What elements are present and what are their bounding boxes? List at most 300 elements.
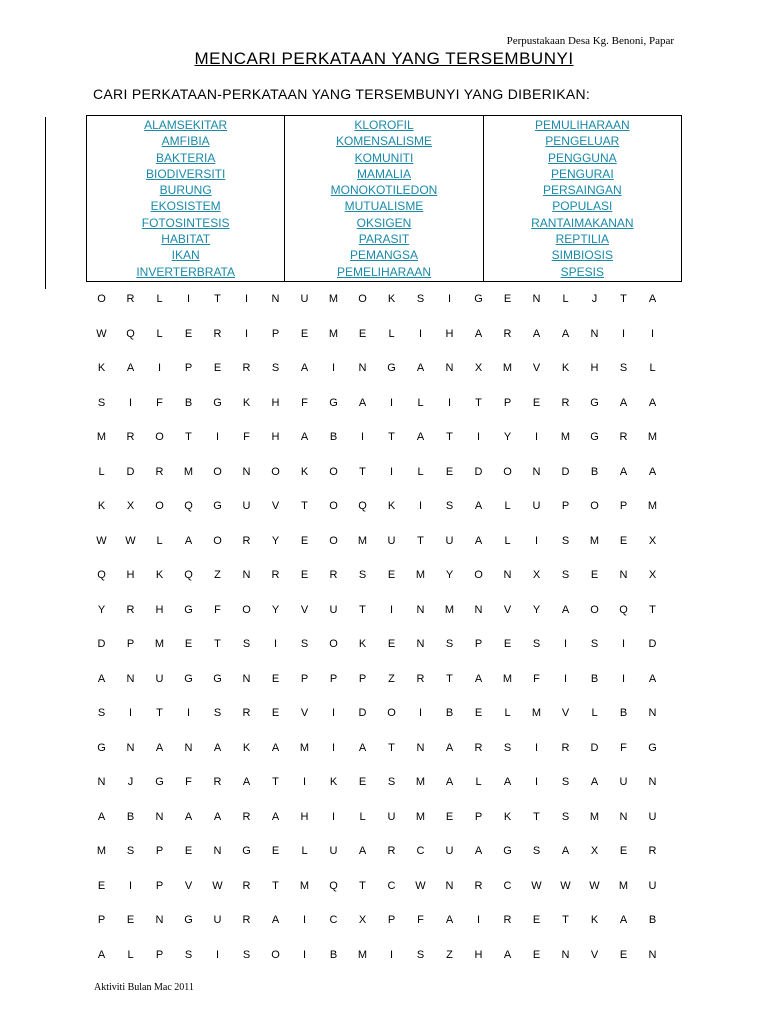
grid-letter: E xyxy=(503,293,512,306)
grid-letter: H xyxy=(155,603,164,616)
grid-letter: G xyxy=(97,741,106,754)
grid-letter: H xyxy=(445,327,454,340)
grid-letter: I xyxy=(389,465,394,478)
grid-letter: N xyxy=(213,845,222,858)
grid-letter: S xyxy=(126,845,135,858)
grid-letter: K xyxy=(590,914,599,927)
grid-letter: G xyxy=(329,396,338,409)
grid-letter: E xyxy=(445,810,454,823)
instruction-text: CARI PERKATAAN-PERKATAAN YANG TERSEMBUNYI YANG DIBERIKAN: xyxy=(93,86,591,102)
grid-letter: N xyxy=(590,327,599,340)
grid-letter: O xyxy=(213,534,222,547)
grid-row xyxy=(87,558,667,593)
grid-row xyxy=(87,386,667,421)
word-list-item xyxy=(285,264,482,280)
word-link[interactable]: ALAMSEKITAR xyxy=(144,118,228,132)
word-link[interactable]: BIODIVERSITI xyxy=(145,166,226,181)
grid-letter: M xyxy=(444,603,455,616)
grid-letter: L xyxy=(98,465,105,478)
word-list-item xyxy=(87,133,284,149)
grid-letter: A xyxy=(213,810,222,823)
grid-letter: E xyxy=(271,707,280,720)
grid-row xyxy=(87,938,667,973)
grid-letter: E xyxy=(126,914,135,927)
grid-letter: I xyxy=(302,914,307,927)
grid-letter: A xyxy=(474,327,483,340)
grid-letter: A xyxy=(619,465,628,478)
grid-letter: A xyxy=(561,603,570,616)
grid-letter: F xyxy=(185,776,192,789)
grid-letter: U xyxy=(648,810,657,823)
grid-letter: T xyxy=(562,914,569,927)
grid-letter: I xyxy=(534,431,539,444)
grid-letter: I xyxy=(476,914,481,927)
grid-row xyxy=(87,903,667,938)
word-list-item xyxy=(87,150,284,166)
grid-letter: U xyxy=(445,534,454,547)
word-link[interactable]: MAMALIA xyxy=(356,166,411,181)
grid-letter: P xyxy=(126,638,135,651)
grid-row xyxy=(87,765,667,800)
word-list-item xyxy=(484,182,681,198)
grid-letter: G xyxy=(213,396,222,409)
grid-letter: Q xyxy=(184,569,193,582)
word-link[interactable]: PARASIT xyxy=(358,232,410,247)
word-link[interactable]: KOMENSALISME xyxy=(335,134,432,149)
grid-letter: S xyxy=(242,948,251,961)
grid-letter: X xyxy=(590,845,599,858)
word-link[interactable]: FOTOSINTESIS xyxy=(141,215,230,230)
grid-letter: S xyxy=(184,948,193,961)
grid-letter: N xyxy=(155,914,164,927)
grid-letter: E xyxy=(358,327,367,340)
grid-letter: I xyxy=(418,500,423,513)
grid-letter: A xyxy=(97,672,106,685)
grid-letter: B xyxy=(329,431,338,444)
grid-letter: H xyxy=(271,396,280,409)
grid-letter: S xyxy=(561,534,570,547)
grid-letter: L xyxy=(388,327,395,340)
grid-letter: T xyxy=(417,534,424,547)
grid-letter: W xyxy=(531,879,542,892)
grid-letter: R xyxy=(271,569,280,582)
grid-letter: M xyxy=(502,672,513,685)
grid-row xyxy=(87,282,667,317)
grid-letter: F xyxy=(620,741,627,754)
grid-letter: A xyxy=(474,500,483,513)
grid-letter: I xyxy=(418,707,423,720)
grid-letter: M xyxy=(357,948,368,961)
grid-letter: N xyxy=(648,776,657,789)
grid-letter: Y xyxy=(445,569,454,582)
grid-letter: R xyxy=(213,327,222,340)
word-list-item xyxy=(87,264,284,280)
grid-letter: I xyxy=(157,362,162,375)
grid-letter: A xyxy=(561,845,570,858)
grid-letter: S xyxy=(561,569,570,582)
grid-letter: N xyxy=(416,638,425,651)
grid-letter: L xyxy=(127,948,134,961)
grid-letter: N xyxy=(561,948,570,961)
grid-letter: I xyxy=(476,431,481,444)
grid-letter: I xyxy=(447,396,452,409)
grid-letter: A xyxy=(271,741,280,754)
grid-letter: W xyxy=(589,879,600,892)
word-column-2 xyxy=(284,116,482,281)
word-link[interactable]: BAKTERIA xyxy=(155,150,216,165)
grid-letter: T xyxy=(214,293,221,306)
grid-letter: A xyxy=(97,810,106,823)
grid-letter: F xyxy=(243,431,250,444)
grid-letter: B xyxy=(590,672,599,685)
grid-letter: N xyxy=(416,603,425,616)
grid-letter: M xyxy=(415,569,426,582)
grid-letter: I xyxy=(244,327,249,340)
grid-letter: M xyxy=(154,638,165,651)
grid-letter: N xyxy=(619,810,628,823)
grid-letter: I xyxy=(621,638,626,651)
grid-letter: E xyxy=(184,327,193,340)
grid-letter: U xyxy=(155,672,164,685)
word-list-item xyxy=(285,215,482,231)
grid-letter: A xyxy=(358,845,367,858)
grid-letter: K xyxy=(387,500,396,513)
grid-letter: V xyxy=(300,707,309,720)
grid-letter: N xyxy=(474,603,483,616)
grid-letter: V xyxy=(590,948,599,961)
word-list-item xyxy=(484,215,681,231)
grid-letter: M xyxy=(531,707,542,720)
grid-letter: M xyxy=(647,431,658,444)
grid-letter: Y xyxy=(97,603,106,616)
grid-letter: M xyxy=(415,776,426,789)
word-link[interactable]: OKSIGEN xyxy=(356,215,412,230)
grid-letter: O xyxy=(387,707,396,720)
grid-letter: E xyxy=(503,638,512,651)
grid-letter: A xyxy=(271,810,280,823)
grid-letter: I xyxy=(302,948,307,961)
grid-letter: E xyxy=(300,534,309,547)
word-list-item xyxy=(285,231,482,247)
grid-letter: K xyxy=(329,776,338,789)
grid-letter: A xyxy=(648,672,657,685)
grid-letter: P xyxy=(184,362,193,375)
grid-letter: S xyxy=(561,810,570,823)
word-link[interactable]: BURUNG xyxy=(159,183,212,198)
grid-letter: A xyxy=(184,810,193,823)
grid-letter: G xyxy=(474,293,483,306)
word-link[interactable]: EKOSISTEM xyxy=(150,199,221,214)
grid-letter: O xyxy=(329,500,338,513)
grid-letter: M xyxy=(328,327,339,340)
grid-letter: S xyxy=(271,362,280,375)
word-list-item xyxy=(484,166,681,182)
grid-letter: I xyxy=(447,293,452,306)
grid-letter: M xyxy=(560,431,571,444)
grid-letter: E xyxy=(532,396,541,409)
grid-letter: V xyxy=(532,362,541,375)
word-link[interactable]: SPESIS xyxy=(560,264,604,279)
grid-row xyxy=(87,317,667,352)
grid-letter: I xyxy=(534,741,539,754)
grid-letter: S xyxy=(445,500,454,513)
grid-row xyxy=(87,869,667,904)
grid-letter: E xyxy=(300,569,309,582)
grid-letter: B xyxy=(126,810,135,823)
word-list-item xyxy=(285,198,482,214)
grid-letter: M xyxy=(618,879,629,892)
grid-letter: S xyxy=(242,638,251,651)
grid-letter: S xyxy=(532,845,541,858)
grid-letter: E xyxy=(184,638,193,651)
grid-letter: N xyxy=(126,672,135,685)
word-link[interactable]: PENGURAI xyxy=(550,166,614,181)
grid-letter: N xyxy=(532,465,541,478)
word-link[interactable]: KOMUNITI xyxy=(354,150,414,165)
grid-letter: P xyxy=(271,327,280,340)
word-list-item xyxy=(484,264,681,280)
grid-letter: B xyxy=(184,396,193,409)
grid-letter: A xyxy=(300,362,309,375)
word-list-item xyxy=(484,133,681,149)
word-link[interactable]: RANTAIMAKANAN xyxy=(531,215,634,230)
grid-letter: K xyxy=(97,500,106,513)
grid-letter: P xyxy=(97,914,106,927)
word-list-item xyxy=(87,231,284,247)
grid-letter: R xyxy=(242,707,251,720)
grid-letter: T xyxy=(214,638,221,651)
grid-letter: O xyxy=(97,293,106,306)
word-link[interactable]: PEMANGSA xyxy=(349,248,418,263)
grid-letter: C xyxy=(329,914,338,927)
grid-letter: A xyxy=(213,741,222,754)
grid-letter: M xyxy=(357,534,368,547)
grid-letter: S xyxy=(503,741,512,754)
grid-letter: L xyxy=(156,327,163,340)
grid-letter: G xyxy=(184,914,193,927)
grid-letter: S xyxy=(445,638,454,651)
grid-row xyxy=(87,662,667,697)
word-list-item xyxy=(285,133,482,149)
grid-letter: S xyxy=(561,776,570,789)
grid-letter: S xyxy=(97,396,106,409)
grid-letter: R xyxy=(329,569,338,582)
grid-letter: N xyxy=(126,741,135,754)
grid-letter: L xyxy=(156,293,163,306)
word-link[interactable]: INVERTERBRATA xyxy=(136,264,235,279)
grid-letter: E xyxy=(271,672,280,685)
margin-line xyxy=(45,117,46,289)
grid-letter: A xyxy=(358,741,367,754)
grid-letter: C xyxy=(416,845,425,858)
grid-letter: A xyxy=(619,914,628,927)
grid-letter: I xyxy=(534,534,539,547)
grid-letter: I xyxy=(389,948,394,961)
grid-letter: N xyxy=(503,569,512,582)
word-list-item xyxy=(285,182,482,198)
grid-letter: F xyxy=(214,603,221,616)
word-link[interactable]: PENGELUAR xyxy=(545,134,620,149)
word-link[interactable]: HABITAT xyxy=(161,232,211,247)
grid-letter: A xyxy=(648,396,657,409)
grid-letter: N xyxy=(532,293,541,306)
grid-letter: F xyxy=(156,396,163,409)
grid-letter: R xyxy=(242,362,251,375)
word-list-item xyxy=(285,247,482,263)
word-link[interactable]: POPULASI xyxy=(552,199,613,214)
grid-letter: I xyxy=(563,638,568,651)
word-link[interactable]: KLOROFIL xyxy=(354,118,414,132)
grid-letter: R xyxy=(242,914,251,927)
grid-row xyxy=(87,455,667,490)
grid-letter: O xyxy=(329,534,338,547)
grid-letter: I xyxy=(389,603,394,616)
word-link[interactable]: PERSAINGAN xyxy=(542,183,622,198)
word-link[interactable]: PENGGUNA xyxy=(547,150,617,165)
grid-letter: M xyxy=(415,810,426,823)
grid-letter: K xyxy=(242,396,251,409)
grid-letter: F xyxy=(417,914,424,927)
grid-letter: P xyxy=(358,672,367,685)
grid-letter: K xyxy=(155,569,164,582)
grid-letter: R xyxy=(561,741,570,754)
grid-letter: M xyxy=(589,534,600,547)
grid-letter: G xyxy=(648,741,657,754)
word-list-item xyxy=(484,198,681,214)
grid-letter: T xyxy=(649,603,656,616)
grid-letter: Q xyxy=(126,327,135,340)
grid-letter: E xyxy=(97,879,106,892)
grid-letter: A xyxy=(97,948,106,961)
grid-row xyxy=(87,489,667,524)
grid-letter: R xyxy=(242,810,251,823)
word-link[interactable]: MUTUALISME xyxy=(344,199,424,214)
word-link[interactable]: SIMBIOSIS xyxy=(551,248,613,263)
grid-letter: M xyxy=(647,500,658,513)
grid-letter: X xyxy=(532,569,541,582)
grid-letter: W xyxy=(212,879,223,892)
grid-letter: U xyxy=(242,500,251,513)
grid-letter: T xyxy=(446,672,453,685)
word-list-table xyxy=(86,115,682,282)
grid-letter: I xyxy=(128,879,133,892)
grid-letter: O xyxy=(329,638,338,651)
grid-letter: N xyxy=(242,465,251,478)
grid-letter: S xyxy=(387,776,396,789)
grid-letter: B xyxy=(619,707,628,720)
grid-letter: R xyxy=(213,776,222,789)
grid-letter: A xyxy=(648,465,657,478)
grid-letter: O xyxy=(474,569,483,582)
word-link[interactable]: MONOKOTILEDON xyxy=(330,183,438,198)
grid-letter: N xyxy=(271,293,280,306)
grid-letter: L xyxy=(301,845,308,858)
word-list-item xyxy=(87,182,284,198)
grid-letter: E xyxy=(358,776,367,789)
grid-letter: V xyxy=(503,603,512,616)
grid-letter: G xyxy=(503,845,512,858)
grid-letter: D xyxy=(97,638,106,651)
word-link[interactable]: PEMULIHARAAN xyxy=(534,118,630,132)
grid-letter: I xyxy=(331,810,336,823)
grid-letter: T xyxy=(301,500,308,513)
grid-letter: L xyxy=(417,396,424,409)
grid-letter: X xyxy=(648,534,657,547)
grid-letter: G xyxy=(590,431,599,444)
word-link[interactable]: PEMELIHARAAN xyxy=(336,264,431,279)
grid-letter: T xyxy=(533,810,540,823)
grid-letter: K xyxy=(358,638,367,651)
grid-letter: M xyxy=(299,741,310,754)
grid-letter: A xyxy=(126,362,135,375)
grid-row xyxy=(87,420,667,455)
grid-letter: P xyxy=(387,914,396,927)
grid-letter: R xyxy=(126,603,135,616)
grid-letter: P xyxy=(155,879,164,892)
grid-letter: A xyxy=(300,431,309,444)
grid-letter: S xyxy=(213,707,222,720)
grid-letter: M xyxy=(589,810,600,823)
grid-letter: G xyxy=(590,396,599,409)
grid-letter: D xyxy=(561,465,570,478)
grid-letter: A xyxy=(503,776,512,789)
grid-letter: P xyxy=(561,500,570,513)
word-column-3 xyxy=(483,116,681,281)
grid-letter: N xyxy=(242,672,251,685)
grid-letter: U xyxy=(329,845,338,858)
grid-letter: N xyxy=(619,569,628,582)
grid-letter: I xyxy=(215,948,220,961)
grid-letter: A xyxy=(619,396,628,409)
grid-letter: G xyxy=(155,776,164,789)
grid-letter: D xyxy=(648,638,657,651)
grid-letter: Q xyxy=(619,603,628,616)
word-list-item xyxy=(285,166,482,182)
grid-letter: W xyxy=(96,327,107,340)
grid-letter: O xyxy=(503,465,512,478)
grid-letter: H xyxy=(126,569,135,582)
grid-letter: O xyxy=(155,431,164,444)
grid-letter: X xyxy=(126,500,135,513)
grid-letter: N xyxy=(648,707,657,720)
grid-letter: I xyxy=(244,293,249,306)
grid-letter: F xyxy=(301,396,308,409)
grid-letter: K xyxy=(97,362,106,375)
word-link[interactable]: REPTILIA xyxy=(555,232,609,247)
grid-letter: R xyxy=(619,431,628,444)
grid-letter: F xyxy=(533,672,540,685)
grid-letter: E xyxy=(445,465,454,478)
word-list-item xyxy=(484,117,681,133)
word-list-item xyxy=(87,247,284,263)
grid-letter: O xyxy=(155,500,164,513)
grid-letter: G xyxy=(213,672,222,685)
grid-letter: A xyxy=(474,534,483,547)
word-link[interactable]: IKAN xyxy=(171,248,200,263)
grid-letter: N xyxy=(242,569,251,582)
grid-letter: P xyxy=(619,500,628,513)
grid-letter: K xyxy=(242,741,251,754)
grid-letter: C xyxy=(387,879,396,892)
grid-letter: A xyxy=(445,776,454,789)
grid-letter: T xyxy=(359,603,366,616)
grid-letter: B xyxy=(329,948,338,961)
word-link[interactable]: AMFIBIA xyxy=(161,134,210,149)
grid-letter: G xyxy=(387,362,396,375)
grid-letter: R xyxy=(242,879,251,892)
grid-letter: T xyxy=(446,431,453,444)
grid-letter: T xyxy=(185,431,192,444)
